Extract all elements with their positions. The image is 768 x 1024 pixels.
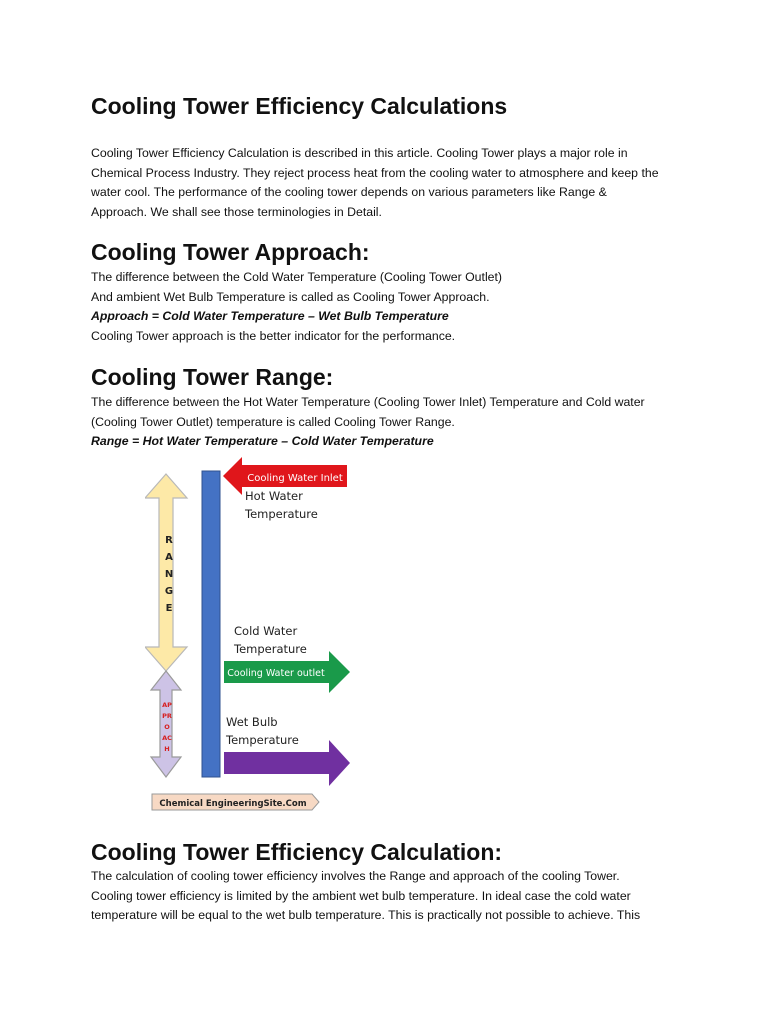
range-paragraph [91, 393, 691, 452]
wet-bulb-label-2: Temperature [226, 733, 299, 747]
intro-line: water cool. The performance of the cooling tower depends on various parameters like Range & [91, 185, 607, 200]
approach-paragraph [91, 268, 691, 347]
efficiency-line: Cooling tower efficiency is limited by the ambient wet bulb temperature. In ideal case the cold water [91, 888, 631, 903]
approach-letter: PR [162, 712, 172, 720]
outlet-label: Cooling Water outlet [227, 668, 325, 679]
cold-water-label-2: Temperature [234, 642, 307, 656]
approach-heading: Cooling Tower Approach: [91, 239, 370, 265]
efficiency-paragraph [91, 867, 691, 926]
range-letter: N [164, 569, 174, 580]
inlet-label: Cooling Water Inlet [247, 473, 343, 484]
intro-line: Cooling Tower Efficiency Calculation is described in this article. Cooling Tower plays a major role in [91, 146, 628, 160]
page-title: Cooling Tower Efficiency Calculations [91, 93, 508, 119]
efficiency-heading: Cooling Tower Efficiency Calculation: [91, 839, 503, 865]
approach-formula: Approach = Cold Water Temperature – Wet Bulb Temperature [91, 309, 449, 324]
cold-water-label-1: Cold Water [234, 624, 298, 638]
range-heading: Cooling Tower Range: [91, 364, 334, 390]
range-line-2: (Cooling Tower Outlet) temperature is called Cooling Tower Range. [91, 414, 455, 429]
efficiency-line: The calculation of cooling tower efficiency involves the Range and approach of the cooling Tower. [91, 869, 620, 883]
approach-letter: AC [162, 734, 172, 742]
approach-note: Cooling Tower approach is the better indicator for the performance. [91, 329, 456, 344]
approach-line-2: And ambient Wet Bulb Temperature is called as Cooling Tower Approach. [91, 289, 490, 304]
intro-line: Approach. We shall see those terminologies in Detail. [91, 205, 382, 220]
range-letter: G [164, 586, 174, 597]
intro-paragraph [91, 144, 691, 223]
range-line-1: The difference between the Hot Water Temperature (Cooling Tower Inlet) Temperature and Cold water [91, 395, 645, 409]
range-approach-diagram [145, 455, 365, 817]
approach-letter: H [164, 745, 170, 753]
source-label: Chemical EngineeringSite.Com [159, 799, 307, 809]
hot-water-label-1: Hot Water [245, 489, 303, 503]
approach-letter: AP [162, 701, 172, 709]
cooling-tower-bar [202, 471, 220, 777]
approach-line-1: The difference between the Cold Water Temperature (Cooling Tower Outlet) [91, 270, 503, 284]
range-formula: Range = Hot Water Temperature – Cold Water Temperature [91, 434, 434, 449]
wet-bulb-label-1: Wet Bulb [226, 715, 278, 729]
range-letter: A [165, 552, 173, 563]
efficiency-line: temperature will be equal to the wet bulb temperature. This is practically not possible to achieve. This [91, 908, 641, 923]
range-letter: E [165, 603, 173, 614]
intro-line: Chemical Process Industry. They reject process heat from the cooling water to atmosphere and keep the [91, 165, 659, 180]
approach-letter: O [164, 723, 170, 731]
range-letter: R [165, 535, 173, 546]
hot-water-label-2: Temperature [245, 507, 318, 521]
